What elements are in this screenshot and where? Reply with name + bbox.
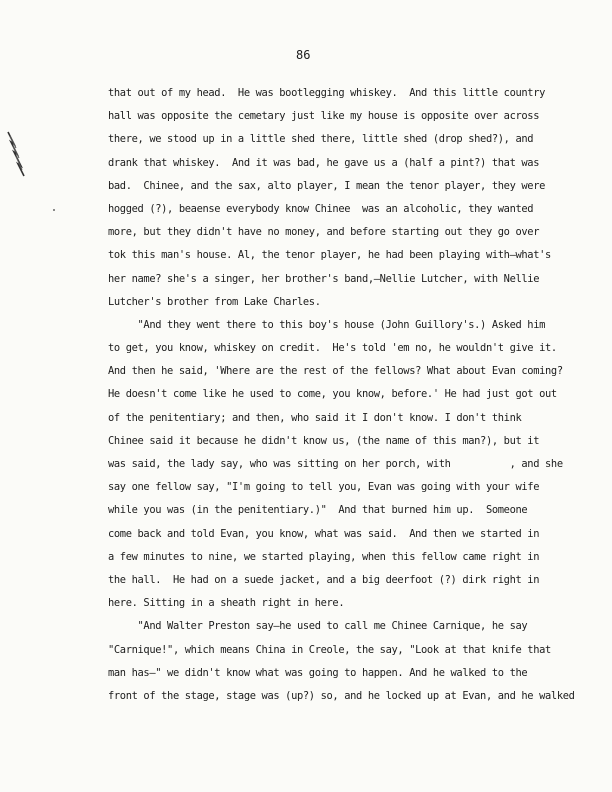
text-line: that out of my head. He was bootlegging whiskey. And this little country xyxy=(108,87,546,99)
text-line: the hall. He had on a suede jacket, and a big deerfoot (?) dirk right in xyxy=(108,573,540,586)
text-line: man has—" we didn't know what was going to happen. And he walked to the xyxy=(108,666,528,679)
text-line: hall was opposite the cemetary just like my house is opposite over across xyxy=(108,110,540,123)
text-line: more, but they didn't have no money, and before starting out they go over xyxy=(108,226,540,239)
stray-dot xyxy=(52,208,56,212)
text-line: here. Sitting in a sheath right in here. xyxy=(108,597,345,610)
text-line: front of the stage, stage was (up?) so, and he locked up at Evan, and he walked xyxy=(108,689,575,702)
body-text xyxy=(108,82,578,708)
text-line: while you was (in the penitentiary.)" And that burned him up. Someone xyxy=(108,504,528,517)
text-line: there, we stood up in a little shed there, little shed (drop shed?), and xyxy=(108,133,534,146)
text-line: was said, the lady say, who was sitting on her porch, with , and she xyxy=(108,458,563,470)
text-line: come back and told Evan, you know, what was said. And then we started in xyxy=(108,527,540,540)
text-line: hogged (?), beaense everybody know Chinee was an alcoholic, they wanted xyxy=(108,202,534,215)
text-line: a few minutes to nine, we started playing, when this fellow came right in xyxy=(108,550,540,563)
text-line: to get, you know, whiskey on credit. He's told 'em no, he wouldn't give it. xyxy=(108,342,557,355)
page-number: 86 xyxy=(296,48,311,62)
text-line: "Carnique!", which means China in Creole, the say, "Look at that knife that xyxy=(108,643,551,656)
text-line: "And they went there to this boy's house (John Guillory's.) Asked him xyxy=(108,318,546,331)
text-line: bad. Chinee, and the sax, alto player, I mean the tenor player, they were xyxy=(108,179,546,192)
text-line: Lutcher's brother from Lake Charles. xyxy=(108,295,321,308)
text-line: say one fellow say, "I'm going to tell you, Evan was going with your wife xyxy=(108,481,540,494)
text-line: He doesn't come like he used to come, you know, before.' He had just got out xyxy=(108,388,557,401)
text-line: drank that whiskey. And it was bad, he gave us a (half a pint?) that was xyxy=(108,156,540,169)
text-line: Chinee said it because he didn't know us, (the name of this man?), but it xyxy=(108,434,540,447)
text-line: "And Walter Preston say—he used to call me Chinee Carnique, he say xyxy=(108,620,528,633)
text-line: And then he said, 'Where are the rest of the fellows? What about Evan coming? xyxy=(108,365,563,378)
text-line: of the penitentiary; and then, who said it I don't know. I don't think xyxy=(108,411,522,424)
text-line: tok this man's house. Al, the tenor player, he had been playing with—what's xyxy=(108,249,551,262)
text-line: her name? she's a singer, her brother's band,—Nellie Lutcher, with Nellie xyxy=(108,272,540,285)
margin-pen-mark xyxy=(6,130,26,180)
